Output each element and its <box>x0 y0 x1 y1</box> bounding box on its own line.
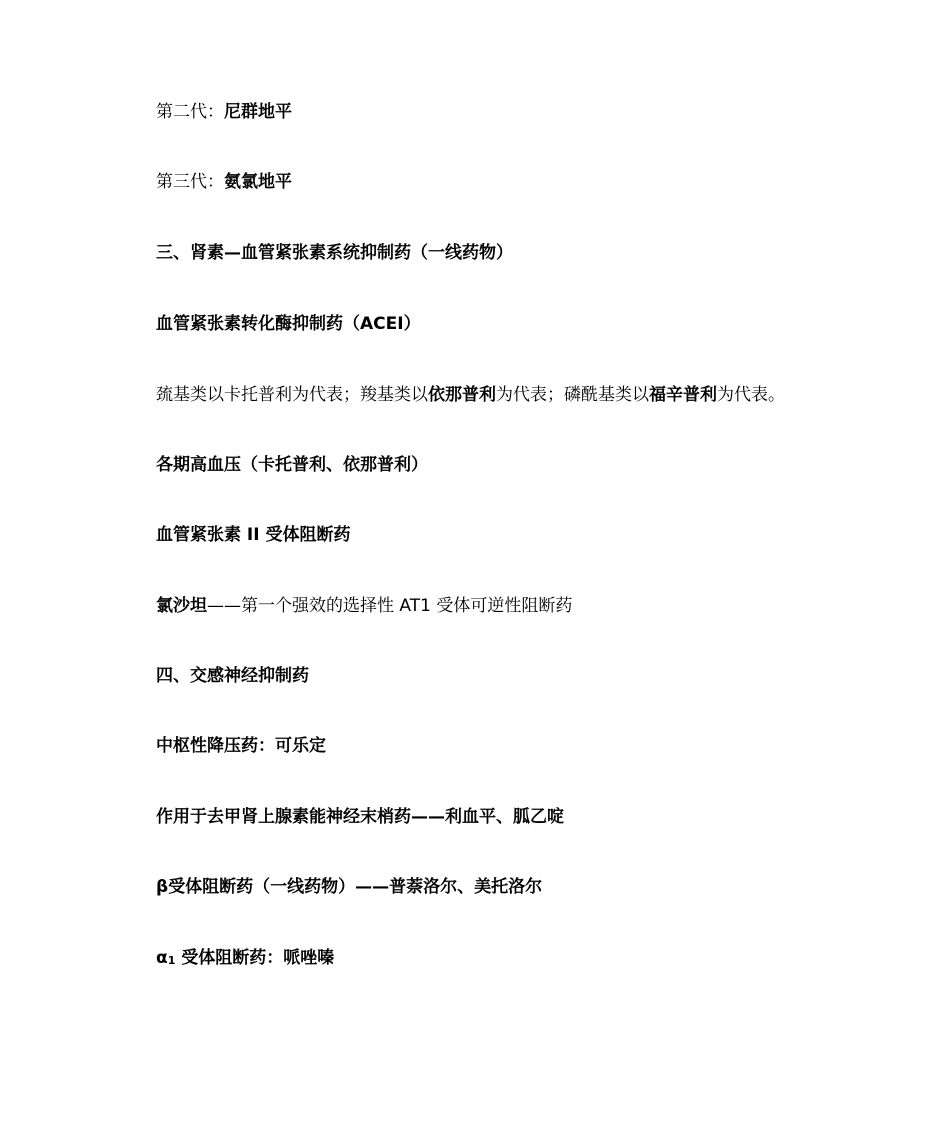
drug-nitrendipine: 尼群地平 <box>224 102 292 122</box>
heading-arb: 血管紧张素 II 受体阻断药 <box>156 525 351 545</box>
losartan-description: ——第一个强效的选择性 AT1 受体可逆性阻断药 <box>207 596 573 616</box>
heading-section-three: 三、肾素—血管紧张素系统抑制药（一线药物） <box>156 243 513 263</box>
para-central: 中枢性降压药：可乐定 <box>156 736 326 756</box>
label-third-generation: 第三代： <box>156 172 224 192</box>
heading-acei: 血管紧张素转化酶抑制药（ACEI） <box>156 314 421 334</box>
para-beta-blocker: β受体阻断药（一线药物）——普萘洛尔、美托洛尔 <box>156 877 543 897</box>
drug-amlodipine: 氨氯地平 <box>224 172 292 192</box>
acei-text-1: 巯基类以卡托普利为代表；羧基类以 <box>156 385 428 405</box>
para-losartan <box>156 595 572 617</box>
alpha-symbol: α <box>156 948 168 968</box>
para-alpha-blocker <box>156 947 334 972</box>
acei-text-3: 为代表。 <box>717 385 785 405</box>
drug-enalapril: 依那普利 <box>428 385 496 405</box>
alpha-text: 受体阻断药：哌唑嗪 <box>175 948 335 968</box>
para-nerve-ending: 作用于去甲肾上腺素能神经末梢药——利血平、胍乙啶 <box>156 807 564 827</box>
para-third-generation <box>156 171 292 193</box>
drug-losartan: 氯沙坦 <box>156 596 207 616</box>
para-all-stages: 各期高血压（卡托普利、依那普利） <box>156 455 428 475</box>
heading-section-four: 四、交感神经抑制药 <box>156 666 309 686</box>
drug-fosinopril: 福辛普利 <box>649 385 717 405</box>
alpha-subscript: 1 <box>167 954 176 967</box>
para-second-generation <box>156 101 292 123</box>
para-acei-classes <box>156 384 785 406</box>
label-second-generation: 第二代： <box>156 102 224 122</box>
acei-text-2: 为代表；磷酰基类以 <box>496 385 649 405</box>
